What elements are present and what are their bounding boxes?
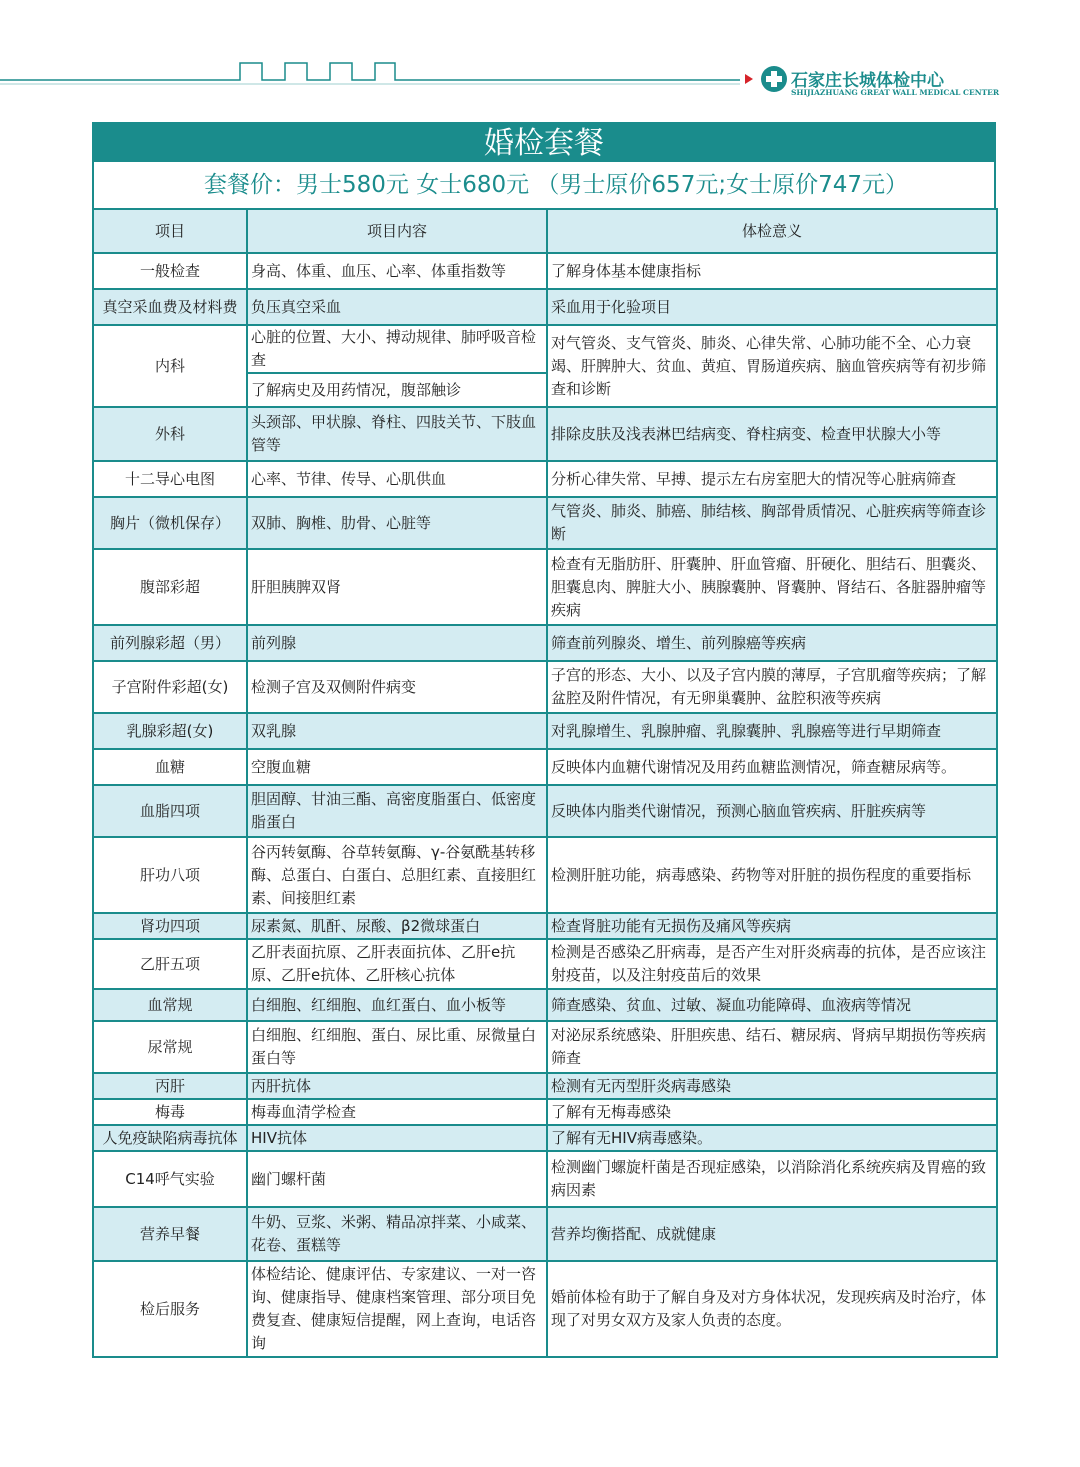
table-row — [93, 1099, 997, 1125]
table-row — [93, 785, 997, 837]
table-row — [93, 1207, 997, 1261]
row-content: 乙肝表面抗原、乙肝表面抗体、乙肝e抗原、乙肝e抗体、乙肝核心抗体 — [247, 939, 547, 989]
table-row — [93, 913, 997, 939]
row-content: 身高、体重、血压、心率、体重指数等 — [247, 253, 547, 289]
table-header-row — [93, 209, 997, 253]
row-content: 前列腺 — [247, 625, 547, 661]
package-table-container — [92, 122, 996, 1358]
brand-name-cn: 石家庄长城体检中心 — [791, 71, 944, 91]
red-arrow-icon — [745, 74, 753, 84]
row-meaning: 检查有无脂肪肝、肝囊肿、肝血管瘤、肝硬化、胆结石、胆囊炎、胆囊息肉、脾脏大小、胰腺囊肿、肾囊肿、肾结石、各脏器肿瘤等疾病 — [547, 549, 997, 625]
row-item: 真空采血费及材料费 — [93, 289, 247, 325]
row-meaning: 了解有无梅毒感染 — [547, 1099, 997, 1125]
row-item: 胸片（微机保存） — [93, 497, 247, 549]
header-meaning: 体检意义 — [547, 209, 997, 253]
row-content: 检测子宫及双侧附件病变 — [247, 661, 547, 713]
table-row — [93, 497, 997, 549]
row-content: 梅毒血清学检查 — [247, 1099, 547, 1125]
row-content: 白细胞、红细胞、血红蛋白、血小板等 — [247, 989, 547, 1021]
row-item: 尿常规 — [93, 1021, 247, 1073]
brand-name-en: SHIJIAZHUANG GREAT WALL MEDICAL CENTER — [791, 88, 1000, 97]
row-item: C14呼气实验 — [93, 1151, 247, 1207]
row-item: 血糖 — [93, 749, 247, 785]
row-content: 丙肝抗体 — [247, 1073, 547, 1099]
table-row — [93, 461, 997, 497]
row-content-secondary: 了解病史及用药情况，腹部触诊 — [247, 373, 547, 407]
row-item: 十二导心电图 — [93, 461, 247, 497]
row-meaning: 采血用于化验项目 — [547, 289, 997, 325]
row-item: 一般检查 — [93, 253, 247, 289]
row-item: 营养早餐 — [93, 1207, 247, 1261]
row-item: 肝功八项 — [93, 837, 247, 913]
row-meaning: 子宫的形态、大小、以及子宫内膜的薄厚，子宫肌瘤等疾病；了解盆腔及附件情况，有无卵巢囊肿、盆腔积液等疾病 — [547, 661, 997, 713]
row-meaning: 筛查感染、贫血、过敏、凝血功能障碍、血液病等情况 — [547, 989, 997, 1021]
row-meaning: 排除皮肤及浅表淋巴结病变、脊柱病变、检查甲状腺大小等 — [547, 407, 997, 461]
row-content: 肝胆胰脾双肾 — [247, 549, 547, 625]
header-item: 项目 — [93, 209, 247, 253]
row-content: 心率、节律、传导、心肌供血 — [247, 461, 547, 497]
exam-items-table — [92, 208, 998, 1358]
row-meaning: 对泌尿系统感染、肝胆疾患、结石、糖尿病、肾病早期损伤等疾病筛查 — [547, 1021, 997, 1073]
row-content: 空腹血糖 — [247, 749, 547, 785]
row-item: 血脂四项 — [93, 785, 247, 837]
table-row — [93, 325, 997, 373]
row-content: 双乳腺 — [247, 713, 547, 749]
table-row — [93, 661, 997, 713]
page-title: 婚检套餐 — [92, 122, 996, 162]
row-content: 体检结论、健康评估、专家建议、一对一咨询、健康指导、健康档案管理、部分项目免费复查、健康短信提醒，网上查询，电话咨询 — [247, 1261, 547, 1357]
table-row — [93, 253, 997, 289]
table-row — [93, 749, 997, 785]
row-item: 丙肝 — [93, 1073, 247, 1099]
table-row — [93, 1021, 997, 1073]
row-content: 尿素氮、肌酐、尿酸、β2微球蛋白 — [247, 913, 547, 939]
row-item: 内科 — [93, 325, 247, 407]
row-meaning: 筛查前列腺炎、增生、前列腺癌等疾病 — [547, 625, 997, 661]
table-row — [93, 1151, 997, 1207]
row-meaning: 气管炎、肺炎、肺癌、肺结核、胸部骨质情况、心脏疾病等筛查诊断 — [547, 497, 997, 549]
row-meaning: 营养均衡搭配、成就健康 — [547, 1207, 997, 1261]
row-item: 肾功四项 — [93, 913, 247, 939]
row-item: 子宫附件彩超(女) — [93, 661, 247, 713]
row-meaning: 反映体内脂类代谢情况，预测心脑血管疾病、肝脏疾病等 — [547, 785, 997, 837]
row-content: 牛奶、豆浆、米粥、精品凉拌菜、小咸菜、花卷、蛋糕等 — [247, 1207, 547, 1261]
row-content: 幽门螺杆菌 — [247, 1151, 547, 1207]
table-row — [93, 407, 997, 461]
row-item: 前列腺彩超（男） — [93, 625, 247, 661]
row-meaning: 检测有无丙型肝炎病毒感染 — [547, 1073, 997, 1099]
table-row — [93, 713, 997, 749]
table-row — [93, 939, 997, 989]
table-row — [93, 1073, 997, 1099]
row-content: 谷丙转氨酶、谷草转氨酶、γ-谷氨酰基转移酶、总蛋白、白蛋白、总胆红素、直接胆红素、间接胆红素 — [247, 837, 547, 913]
table-row — [93, 837, 997, 913]
row-meaning: 检测肝脏功能，病毒感染、药物等对肝脏的损伤程度的重要指标 — [547, 837, 997, 913]
row-content: 负压真空采血 — [247, 289, 547, 325]
row-item: 乙肝五项 — [93, 939, 247, 989]
price-line: 套餐价：男士580元 女士680元 （男士原价657元;女士原价747元） — [92, 162, 996, 208]
medical-cross-icon — [761, 66, 787, 92]
row-item: 检后服务 — [93, 1261, 247, 1357]
row-content: HIV抗体 — [247, 1125, 547, 1151]
table-row — [93, 625, 997, 661]
table-row — [93, 549, 997, 625]
row-content: 双肺、胸椎、肋骨、心脏等 — [247, 497, 547, 549]
row-meaning: 对气管炎、支气管炎、肺炎、心律失常、心肺功能不全、心力衰竭、肝脾肿大、贫血、黄疸、胃肠道疾病、脑血管疾病等有初步筛查和诊断 — [547, 325, 997, 407]
row-meaning: 了解有无HIV病毒感染。 — [547, 1125, 997, 1151]
row-meaning: 对乳腺增生、乳腺肿瘤、乳腺囊肿、乳腺癌等进行早期筛查 — [547, 713, 997, 749]
table-row — [93, 989, 997, 1021]
row-meaning: 检查肾脏功能有无损伤及痛风等疾病 — [547, 913, 997, 939]
table-row — [93, 1261, 997, 1357]
brand-logo — [745, 66, 1005, 100]
row-item: 梅毒 — [93, 1099, 247, 1125]
row-meaning: 反映体内血糖代谢情况及用药血糖监测情况，筛查糖尿病等。 — [547, 749, 997, 785]
row-content: 胆固醇、甘油三酯、高密度脂蛋白、低密度脂蛋白 — [247, 785, 547, 837]
row-item: 乳腺彩超(女) — [93, 713, 247, 749]
table-row — [93, 289, 997, 325]
row-content: 头颈部、甲状腺、脊柱、四肢关节、下肢血管等 — [247, 407, 547, 461]
row-meaning: 检测幽门螺旋杆菌是否现症感染，以消除消化系统疾病及胃癌的致病因素 — [547, 1151, 997, 1207]
row-item: 血常规 — [93, 989, 247, 1021]
row-meaning: 婚前体检有助于了解自身及对方身体状况，发现疾病及时治疗，体现了对男女双方及家人负责的态度。 — [547, 1261, 997, 1357]
row-item: 外科 — [93, 407, 247, 461]
table-row — [93, 1125, 997, 1151]
row-content: 心脏的位置、大小、搏动规律、肺呼吸音检查 — [247, 325, 547, 373]
row-meaning: 了解身体基本健康指标 — [547, 253, 997, 289]
row-item: 腹部彩超 — [93, 549, 247, 625]
row-content: 白细胞、红细胞、蛋白、尿比重、尿微量白蛋白等 — [247, 1021, 547, 1073]
row-meaning: 分析心律失常、早搏、提示左右房室肥大的情况等心脏病筛查 — [547, 461, 997, 497]
row-meaning: 检测是否感染乙肝病毒，是否产生对肝炎病毒的抗体，是否应该注射疫苗，以及注射疫苗后的效果 — [547, 939, 997, 989]
header-content: 项目内容 — [247, 209, 547, 253]
row-item: 人免疫缺陷病毒抗体 — [93, 1125, 247, 1151]
